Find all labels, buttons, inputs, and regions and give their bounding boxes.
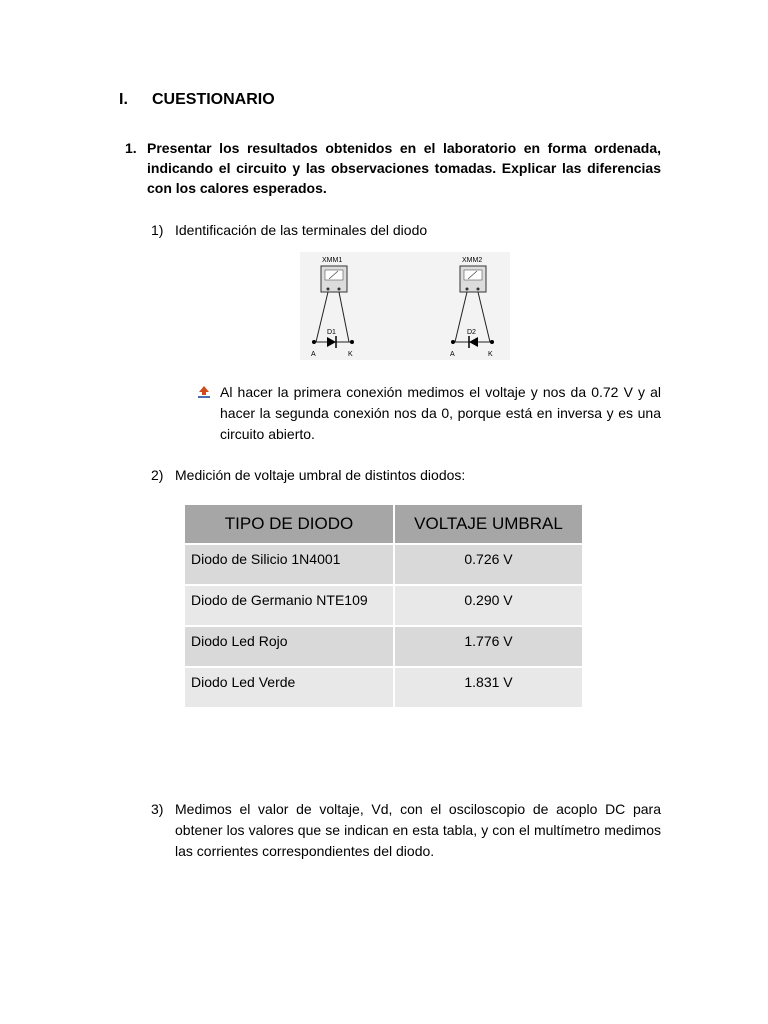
- anode-label: A: [311, 351, 316, 358]
- diode-type-cell: Diodo Led Verde: [185, 667, 394, 708]
- arrow-bullet-icon: [197, 385, 211, 399]
- meter-2-plus-terminal: [466, 288, 469, 291]
- voltage-cell: 1.831 V: [394, 667, 582, 708]
- section-number: I.: [119, 91, 128, 108]
- item-3: [151, 799, 661, 862]
- table-row: [185, 585, 582, 626]
- voltage-cell: 0.290 V: [394, 585, 582, 626]
- item-3-text: Medimos el valor de voltaje, Vd, con el osciloscopio de acoplo DC para obtener los valores que se indican en esta tabla, y con el multímetro medimos las corrientes correspondientes del diodo.: [175, 801, 661, 859]
- meter-1-label: XMM1: [322, 257, 343, 264]
- cathode-label: K: [488, 351, 493, 358]
- voltage-cell: 1.776 V: [394, 626, 582, 667]
- observation-text: Al hacer la primera conexión medimos el voltaje y nos da 0.72 V y al hacer la segunda conexión nos da 0, porque está en inversa y es una circuito abierto.: [220, 384, 661, 442]
- table-row: [185, 544, 582, 585]
- item-2-text: Medición de voltaje umbral de distintos diodos:: [175, 467, 466, 483]
- item-1-text: Identificación de las terminales del diodo: [175, 222, 428, 238]
- table-header-row: [185, 505, 582, 544]
- question-text: Presentar los resultados obtenidos en el laboratorio en forma ordenada, indicando el circuito y las observaciones tomadas. Explicar las diferencias con los calores esperados.: [147, 140, 661, 196]
- diode-terminal-diagram: [300, 252, 510, 360]
- cathode-node: [350, 340, 354, 344]
- meter-1-display: [325, 270, 343, 280]
- cathode-node: [490, 340, 494, 344]
- voltage-cell: 0.726 V: [394, 544, 582, 585]
- threshold-voltage-table: [185, 505, 582, 709]
- diode-type-cell: Diodo Led Rojo: [185, 626, 394, 667]
- observation-bullet: [197, 382, 661, 445]
- column-header: TIPO DE DIODO: [185, 505, 394, 544]
- table-row: [185, 667, 582, 708]
- meter-1-minus-terminal: [338, 288, 341, 291]
- diode-type-cell: Diodo de Silicio 1N4001: [185, 544, 394, 585]
- diode-2-label: D2: [467, 329, 476, 336]
- anode-label: A: [450, 351, 455, 358]
- question-number: 1.: [125, 140, 137, 156]
- meter-2-label: XMM2: [462, 257, 483, 264]
- diode-type-cell: Diodo de Germanio NTE109: [185, 585, 394, 626]
- question-1: [125, 138, 661, 198]
- column-header: VOLTAJE UMBRAL: [394, 505, 582, 544]
- meter-2-minus-terminal: [477, 288, 480, 291]
- section-heading: [119, 91, 275, 109]
- anode-node: [312, 340, 316, 344]
- item-2: [151, 465, 661, 486]
- section-title: CUESTIONARIO: [152, 91, 275, 108]
- cathode-label: K: [348, 351, 353, 358]
- meter-2-display: [464, 270, 482, 280]
- item-1: [151, 220, 661, 241]
- diode-1-label: D1: [327, 329, 336, 336]
- circuit-figure: [300, 252, 510, 360]
- meter-1-plus-terminal: [327, 288, 330, 291]
- item-1-number: 1): [151, 222, 164, 238]
- item-3-number: 3): [151, 801, 164, 817]
- table-row: [185, 626, 582, 667]
- item-2-number: 2): [151, 467, 164, 483]
- anode-node: [451, 340, 455, 344]
